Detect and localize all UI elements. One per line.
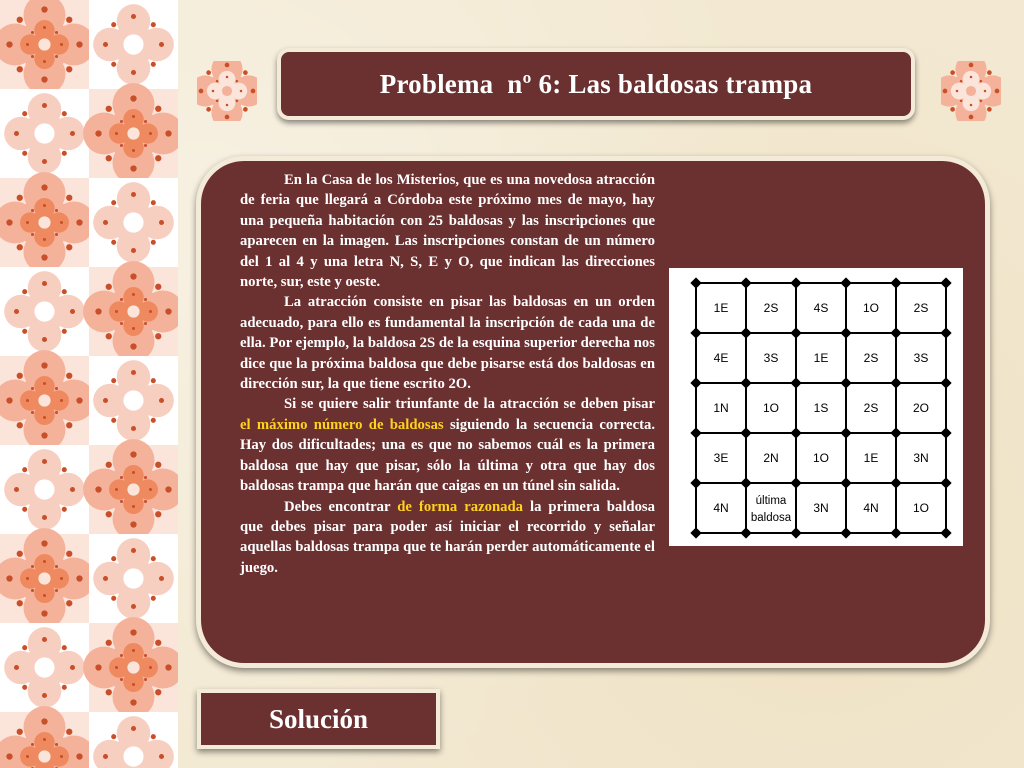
tile-label: 4E bbox=[713, 351, 729, 365]
tile-label: 4N bbox=[863, 501, 879, 515]
story-text: Si se quiere salir triunfante de la atracción se deben pisar bbox=[284, 396, 655, 413]
tile-label: 3S bbox=[913, 351, 929, 365]
grid-node bbox=[740, 427, 751, 438]
grid-node bbox=[840, 277, 851, 288]
grid-node bbox=[790, 277, 801, 288]
tile-label: 3S bbox=[763, 351, 779, 365]
story-text: la primera baldosa que debes pisar para poder así iniciar el recorrido y señalar aquellas baldosas trampa que te harán perder automáticamente el juego. bbox=[240, 498, 655, 576]
grid-node bbox=[790, 427, 801, 438]
tile-label: 2N bbox=[763, 451, 779, 465]
grid-node bbox=[840, 477, 851, 488]
story-paragraph bbox=[240, 394, 655, 496]
grid-node bbox=[840, 527, 851, 538]
grid-node bbox=[940, 427, 951, 438]
tile-label: baldosa bbox=[750, 512, 792, 524]
grid-node bbox=[690, 377, 701, 388]
grid-node bbox=[890, 427, 901, 438]
problem-statement bbox=[240, 170, 655, 578]
grid-node bbox=[940, 377, 951, 388]
ceramic-tile-strip bbox=[0, 0, 178, 768]
story-paragraph bbox=[240, 170, 655, 292]
grid-node bbox=[690, 427, 701, 438]
solution-button-label: Solución bbox=[268, 703, 369, 734]
tile-label: 2S bbox=[763, 301, 779, 315]
tile-label: 1E bbox=[863, 451, 879, 465]
tile-label: 1O bbox=[812, 451, 830, 465]
grid-node bbox=[890, 527, 901, 538]
story-paragraph bbox=[240, 292, 655, 394]
tile-flower-icon bbox=[941, 61, 1001, 121]
grid-node bbox=[690, 327, 701, 338]
tile-label: 3E bbox=[713, 451, 729, 465]
highlighted-text: el máximo número de baldosas bbox=[240, 416, 444, 433]
grid-node bbox=[940, 327, 951, 338]
tile-label: 1N bbox=[713, 401, 729, 415]
grid-node bbox=[890, 327, 901, 338]
grid-node bbox=[740, 477, 751, 488]
page-title: Problema nº 6: Las baldosas trampa bbox=[379, 68, 813, 99]
tile-label: 2S bbox=[863, 401, 879, 415]
grid-node bbox=[940, 477, 951, 488]
grid-node bbox=[690, 477, 701, 488]
grid-node bbox=[840, 377, 851, 388]
grid-node bbox=[790, 377, 801, 388]
tile-board bbox=[669, 268, 963, 546]
grid-node bbox=[740, 327, 751, 338]
grid-node bbox=[940, 277, 951, 288]
grid-node bbox=[690, 527, 701, 538]
tile-label: 1O bbox=[762, 401, 780, 415]
story-text: La atracción consiste en pisar las baldosas en un orden adecuado, para ello es fundamental la inscripción de cada una de ella. Por ejemplo, la baldosa 2S de la esquina superior derecha nos dice que la próxima baldosa que debe pisarse está dos baldosas en dirección sur, la que tiene escrito 2O. bbox=[240, 294, 655, 393]
grid-node bbox=[940, 527, 951, 538]
story-text: En la Casa de los Misterios, que es una novedosa atracción de feria que llegará a Córdoba este próximo mes de mayo, hay una pequeña habitación con 25 baldosas y las inscripciones que aparecen en la imagen. Las inscripciones constan de un número del 1 al 4 y una letra N, S, E y O, que indican las direcciones norte, sur, este y oeste. bbox=[240, 172, 655, 291]
grid-node bbox=[840, 327, 851, 338]
highlighted-text: de forma razonada bbox=[397, 498, 524, 515]
tile-label: 2O bbox=[912, 401, 930, 415]
grid-node bbox=[740, 377, 751, 388]
tile-label: 2S bbox=[863, 351, 879, 365]
grid-node bbox=[840, 427, 851, 438]
tile-label: 3N bbox=[813, 501, 829, 515]
tile-flower-icon bbox=[197, 61, 257, 121]
grid-node bbox=[790, 327, 801, 338]
story-text: Debes encontrar bbox=[284, 498, 398, 515]
grid-node bbox=[690, 277, 701, 288]
title-banner bbox=[277, 48, 915, 120]
tile-label: última bbox=[755, 495, 787, 507]
tile-label: 1E bbox=[813, 351, 829, 365]
tile-label: 2S bbox=[913, 301, 929, 315]
story-text: siguiendo la secuencia correcta. Hay dos dificultades; una es que no sabemos cuál es la primera baldosa que hay que pisar, sólo la última y otra que hay dos baldosas trampa que harán que caigas en un túnel sin salida. bbox=[240, 416, 655, 495]
tile-label: 3N bbox=[913, 451, 929, 465]
tile-pattern bbox=[0, 0, 178, 768]
tile-label: 1S bbox=[813, 401, 829, 415]
story-paragraph bbox=[240, 497, 655, 579]
tile-label: 1E bbox=[713, 301, 729, 315]
grid-node bbox=[790, 477, 801, 488]
tile-label: 1O bbox=[862, 301, 880, 315]
grid-node bbox=[740, 277, 751, 288]
tile-grid bbox=[669, 268, 963, 546]
tile-label: 4S bbox=[813, 301, 829, 315]
tile-label: 4N bbox=[713, 501, 729, 515]
grid-node bbox=[890, 377, 901, 388]
grid-node bbox=[790, 527, 801, 538]
grid-node bbox=[890, 477, 901, 488]
grid-node bbox=[740, 527, 751, 538]
tile-label: 1O bbox=[912, 501, 930, 515]
grid-node bbox=[890, 277, 901, 288]
solution-button[interactable] bbox=[197, 689, 440, 749]
